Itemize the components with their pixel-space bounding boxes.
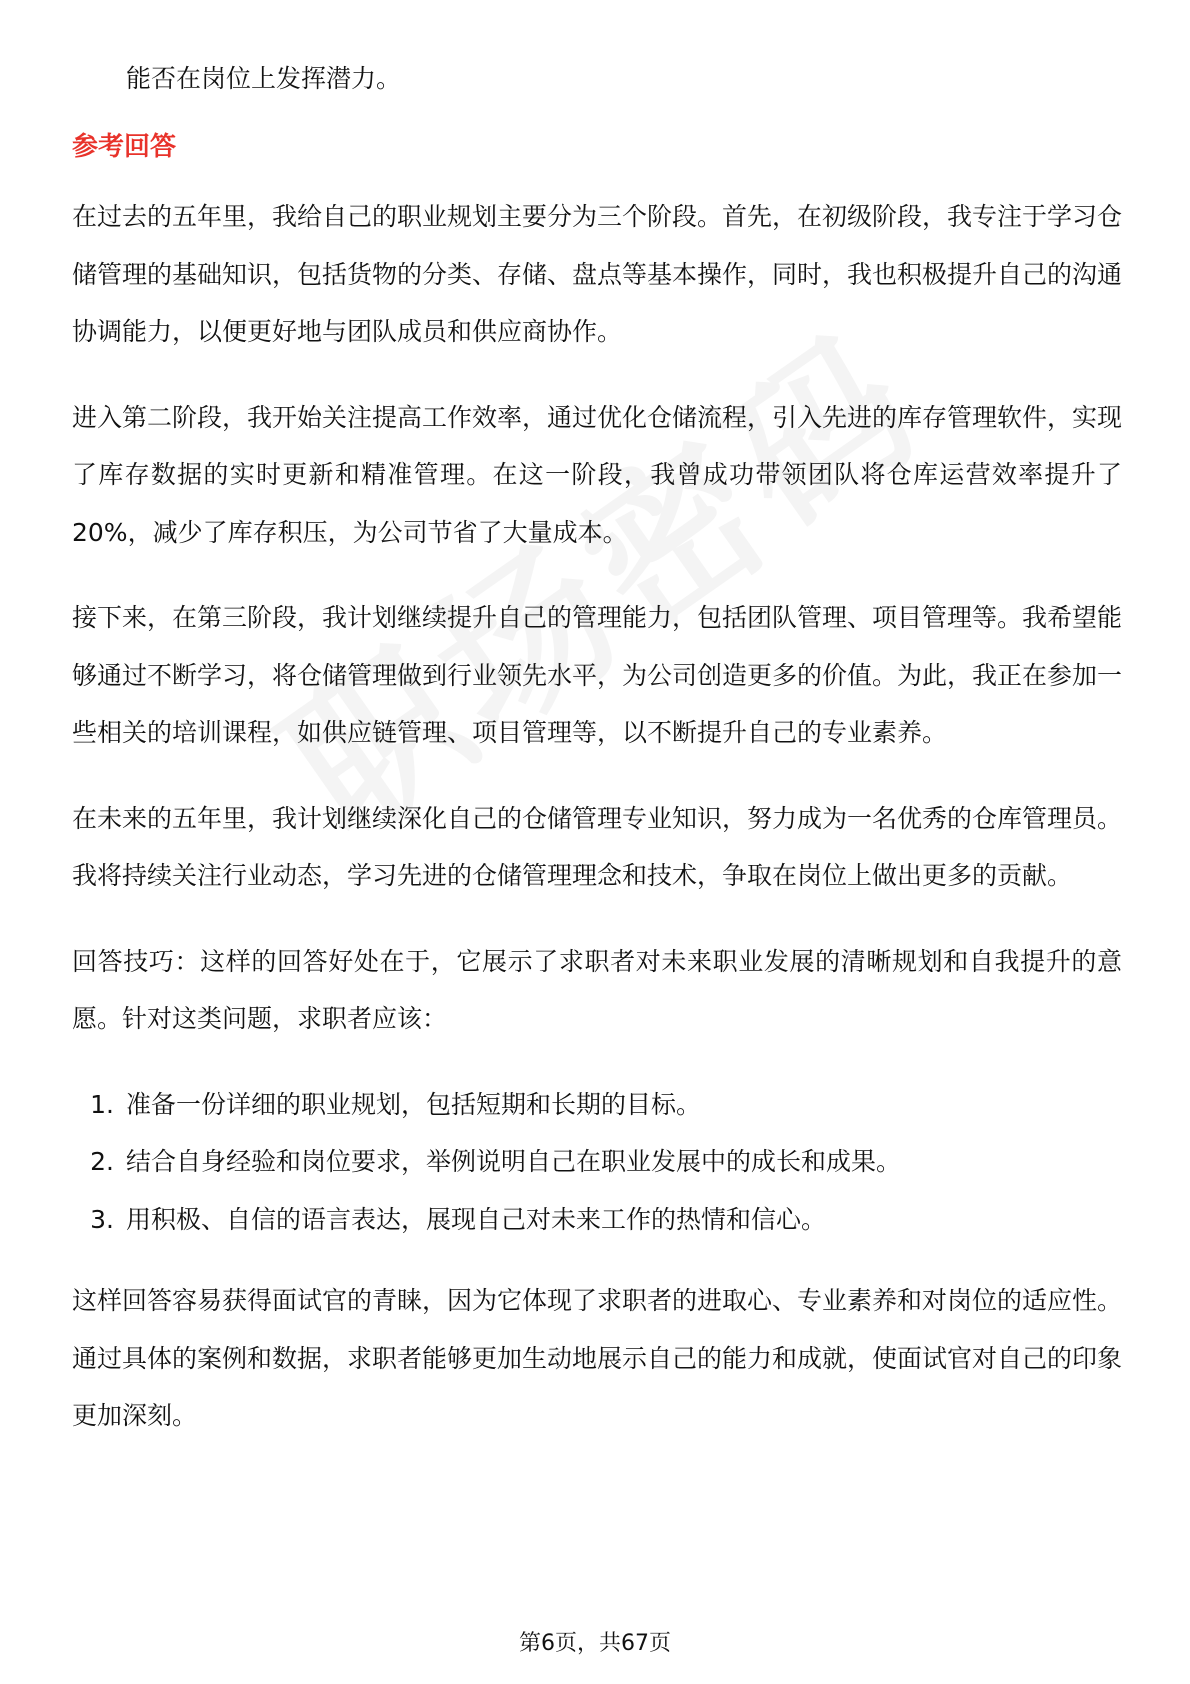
tips-list [72,1076,1122,1249]
paragraph-1: 在过去的五年里，我给自己的职业规划主要分为三个阶段。首先，在初级阶段，我专注于学习仓储管理的基础知识，包括货物的分类、存储、盘点等基本操作，同时，我也积极提升自己的沟通协调能力，以便更好地与团队成员和供应商协作。 [72,202,1123,346]
list-item-text: 准备一份详细的职业规划，包括短期和长期的目标。 [126,1089,702,1119]
list-item-number: 2. [90,1147,114,1176]
paragraph-answer-tips: 回答技巧：这样的回答好处在于，它展示了求职者对未来职业发展的清晰规划和自我提升的意愿。针对这类问题，求职者应该： [72,946,1122,1033]
continuation-line: 能否在岗位上发挥潜力。 [126,64,402,93]
section-heading-reference-answer: 参考回答 [72,132,177,162]
closing-paragraph: 这样回答容易获得面试官的青睐，因为它体现了求职者的进取心、专业素养和对岗位的适应性。通过具体的案例和数据，求职者能够更加生动地展示自己的能力和成就，使面试官对自己的印象更加深刻。 [72,1286,1123,1430]
list-item-text: 结合自身经验和岗位要求，举例说明自己在职业发展中的成长和成果。 [126,1147,902,1176]
list-item [72,1076,1122,1134]
document-body [72,52,1122,1473]
list-item-number: 1. [90,1089,114,1119]
list-item [72,1191,1122,1249]
list-item-text: 用积极、自信的语言表达，展现自己对未来工作的热情和信心。 [126,1204,827,1234]
list-item-number: 3. [90,1204,114,1234]
paragraph-3: 接下来，在第三阶段，我计划继续提升自己的管理能力，包括团队管理、项目管理等。我希望能够通过不断学习，将仓储管理做到行业领先水平，为公司创造更多的价值。为此，我正在参加一些相关的培训课程，如供应链管理、项目管理等，以不断提升自己的专业素养。 [72,603,1123,747]
list-item [72,1133,1122,1191]
page-number-footer: 第6页，共67页 [519,1631,671,1656]
paragraph-4: 在未来的五年里，我计划继续深化自己的仓储管理专业知识，努力成为一名优秀的仓库管理员。我将持续关注行业动态，学习先进的仓储管理理念和技术，争取在岗位上做出更多的贡献。 [72,803,1123,890]
paragraph-2: 进入第二阶段，我开始关注提高工作效率，通过优化仓储流程，引入先进的库存管理软件，实现了库存数据的实时更新和精准管理。在这一阶段，我曾成功带领团队将仓库运营效率提升了20%，减少了库存积压，为公司节省了大量成本。 [72,402,1123,547]
